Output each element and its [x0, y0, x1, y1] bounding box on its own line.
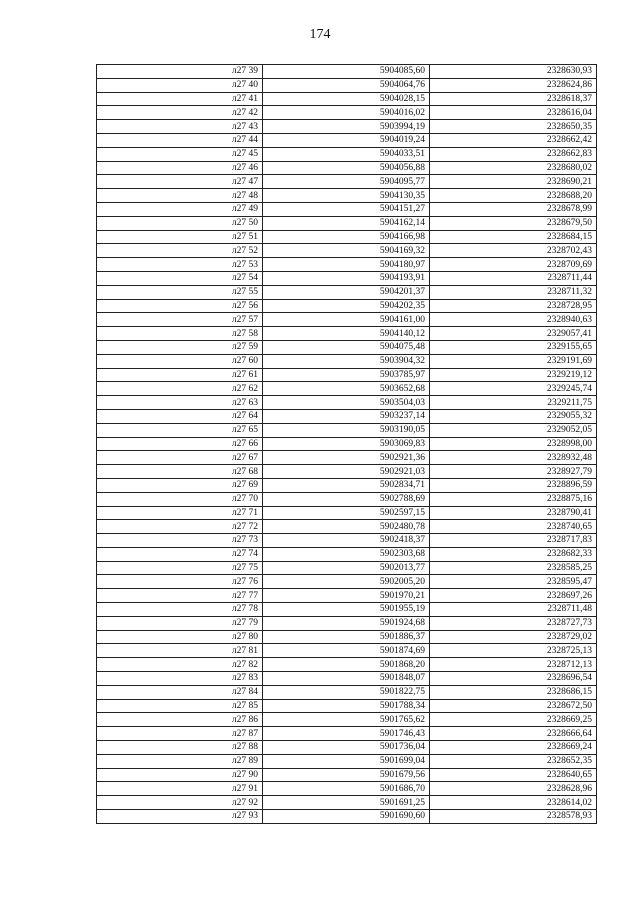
x-coordinate-cell: 5902480,78: [263, 520, 430, 534]
table-row: [97, 796, 597, 810]
point-name-cell: л27 48: [97, 189, 263, 203]
x-coordinate-cell: 5902834,71: [263, 478, 430, 492]
table-row: [97, 603, 597, 617]
table-row: [97, 754, 597, 768]
table-row: [97, 396, 597, 410]
coordinates-table-body: [97, 65, 597, 824]
table-row: [97, 492, 597, 506]
point-name-cell: л27 84: [97, 685, 263, 699]
point-name-cell: л27 51: [97, 230, 263, 244]
table-row: [97, 630, 597, 644]
point-name-cell: л27 57: [97, 313, 263, 327]
x-coordinate-cell: 5901690,60: [263, 810, 430, 824]
x-coordinate-cell: 5903504,03: [263, 396, 430, 410]
table-row: [97, 782, 597, 796]
point-name-cell: л27 82: [97, 658, 263, 672]
y-coordinate-cell: 2329055,32: [430, 409, 597, 423]
point-name-cell: л27 44: [97, 133, 263, 147]
point-name-cell: л27 73: [97, 534, 263, 548]
point-name-cell: л27 89: [97, 754, 263, 768]
x-coordinate-cell: 5904140,12: [263, 327, 430, 341]
table-row: [97, 478, 597, 492]
point-name-cell: л27 75: [97, 561, 263, 575]
y-coordinate-cell: 2328618,37: [430, 92, 597, 106]
x-coordinate-cell: 5904202,35: [263, 299, 430, 313]
y-coordinate-cell: 2329245,74: [430, 382, 597, 396]
x-coordinate-cell: 5904056,88: [263, 161, 430, 175]
x-coordinate-cell: 5901822,75: [263, 685, 430, 699]
point-name-cell: л27 76: [97, 575, 263, 589]
table-row: [97, 685, 597, 699]
y-coordinate-cell: 2329052,05: [430, 423, 597, 437]
y-coordinate-cell: 2328616,04: [430, 106, 597, 120]
y-coordinate-cell: 2328712,13: [430, 658, 597, 672]
point-name-cell: л27 39: [97, 65, 263, 79]
table-row: [97, 106, 597, 120]
table-row: [97, 534, 597, 548]
y-coordinate-cell: 2328630,93: [430, 65, 597, 79]
point-name-cell: л27 86: [97, 713, 263, 727]
table-row: [97, 65, 597, 79]
table-row: [97, 465, 597, 479]
point-name-cell: л27 46: [97, 161, 263, 175]
x-coordinate-cell: 5903652,68: [263, 382, 430, 396]
x-coordinate-cell: 5904019,24: [263, 133, 430, 147]
table-row: [97, 451, 597, 465]
point-name-cell: л27 47: [97, 175, 263, 189]
table-row: [97, 175, 597, 189]
table-row: [97, 244, 597, 258]
y-coordinate-cell: 2328679,50: [430, 216, 597, 230]
table-row: [97, 189, 597, 203]
x-coordinate-cell: 5904166,98: [263, 230, 430, 244]
table-row: [97, 202, 597, 216]
y-coordinate-cell: 2328927,79: [430, 465, 597, 479]
x-coordinate-cell: 5902418,37: [263, 534, 430, 548]
x-coordinate-cell: 5902921,03: [263, 465, 430, 479]
point-name-cell: л27 53: [97, 258, 263, 272]
y-coordinate-cell: 2328652,35: [430, 754, 597, 768]
y-coordinate-cell: 2328740,65: [430, 520, 597, 534]
x-coordinate-cell: 5904016,02: [263, 106, 430, 120]
y-coordinate-cell: 2328585,25: [430, 561, 597, 575]
table-row: [97, 230, 597, 244]
x-coordinate-cell: 5901765,62: [263, 713, 430, 727]
table-row: [97, 520, 597, 534]
x-coordinate-cell: 5904193,91: [263, 271, 430, 285]
x-coordinate-cell: 5904130,35: [263, 189, 430, 203]
point-name-cell: л27 68: [97, 465, 263, 479]
x-coordinate-cell: 5901788,34: [263, 699, 430, 713]
page-number: 174: [309, 27, 331, 42]
y-coordinate-cell: 2328614,02: [430, 796, 597, 810]
point-name-cell: л27 42: [97, 106, 263, 120]
table-row: [97, 810, 597, 824]
table-row: [97, 768, 597, 782]
x-coordinate-cell: 5901691,25: [263, 796, 430, 810]
y-coordinate-cell: 2328932,48: [430, 451, 597, 465]
y-coordinate-cell: 2328628,96: [430, 782, 597, 796]
point-name-cell: л27 55: [97, 285, 263, 299]
y-coordinate-cell: 2329219,12: [430, 368, 597, 382]
point-name-cell: л27 91: [97, 782, 263, 796]
x-coordinate-cell: 5904033,51: [263, 147, 430, 161]
point-name-cell: л27 93: [97, 810, 263, 824]
y-coordinate-cell: 2328684,15: [430, 230, 597, 244]
point-name-cell: л27 74: [97, 547, 263, 561]
y-coordinate-cell: 2328727,73: [430, 616, 597, 630]
point-name-cell: л27 41: [97, 92, 263, 106]
y-coordinate-cell: 2328682,33: [430, 547, 597, 561]
point-name-cell: л27 59: [97, 340, 263, 354]
x-coordinate-cell: 5904028,15: [263, 92, 430, 106]
y-coordinate-cell: 2328711,48: [430, 603, 597, 617]
point-name-cell: л27 69: [97, 478, 263, 492]
table-row: [97, 561, 597, 575]
x-coordinate-cell: 5902303,68: [263, 547, 430, 561]
table-row: [97, 147, 597, 161]
table-row: [97, 78, 597, 92]
x-coordinate-cell: 5902597,15: [263, 506, 430, 520]
table-row: [97, 354, 597, 368]
point-name-cell: л27 49: [97, 202, 263, 216]
x-coordinate-cell: 5904085,60: [263, 65, 430, 79]
y-coordinate-cell: 2328669,24: [430, 741, 597, 755]
y-coordinate-cell: 2328709,69: [430, 258, 597, 272]
point-name-cell: л27 61: [97, 368, 263, 382]
y-coordinate-cell: 2328678,99: [430, 202, 597, 216]
x-coordinate-cell: 5903994,19: [263, 120, 430, 134]
point-name-cell: л27 83: [97, 672, 263, 686]
table-row: [97, 313, 597, 327]
y-coordinate-cell: 2328672,50: [430, 699, 597, 713]
coordinates-table: [96, 64, 597, 824]
table-row: [97, 368, 597, 382]
y-coordinate-cell: 2329155,65: [430, 340, 597, 354]
point-name-cell: л27 72: [97, 520, 263, 534]
y-coordinate-cell: 2328662,42: [430, 133, 597, 147]
y-coordinate-cell: 2328669,25: [430, 713, 597, 727]
y-coordinate-cell: 2329211,75: [430, 396, 597, 410]
point-name-cell: л27 56: [97, 299, 263, 313]
x-coordinate-cell: 5904161,00: [263, 313, 430, 327]
point-name-cell: л27 43: [97, 120, 263, 134]
x-coordinate-cell: 5904095,77: [263, 175, 430, 189]
y-coordinate-cell: 2328697,26: [430, 589, 597, 603]
point-name-cell: л27 67: [97, 451, 263, 465]
x-coordinate-cell: 5903904,32: [263, 354, 430, 368]
point-name-cell: л27 88: [97, 741, 263, 755]
x-coordinate-cell: 5904162,14: [263, 216, 430, 230]
table-row: [97, 327, 597, 341]
point-name-cell: л27 58: [97, 327, 263, 341]
table-row: [97, 727, 597, 741]
y-coordinate-cell: 2328624,86: [430, 78, 597, 92]
table-row: [97, 437, 597, 451]
y-coordinate-cell: 2328940,63: [430, 313, 597, 327]
point-name-cell: л27 85: [97, 699, 263, 713]
table-row: [97, 699, 597, 713]
x-coordinate-cell: 5901679,56: [263, 768, 430, 782]
table-row: [97, 589, 597, 603]
point-name-cell: л27 65: [97, 423, 263, 437]
point-name-cell: л27 70: [97, 492, 263, 506]
y-coordinate-cell: 2328690,21: [430, 175, 597, 189]
table-row: [97, 120, 597, 134]
x-coordinate-cell: 5904180,97: [263, 258, 430, 272]
x-coordinate-cell: 5903190,05: [263, 423, 430, 437]
y-coordinate-cell: 2328578,93: [430, 810, 597, 824]
x-coordinate-cell: 5904151,27: [263, 202, 430, 216]
y-coordinate-cell: 2328711,32: [430, 285, 597, 299]
x-coordinate-cell: 5901924,68: [263, 616, 430, 630]
point-name-cell: л27 54: [97, 271, 263, 285]
y-coordinate-cell: 2328728,95: [430, 299, 597, 313]
table-row: [97, 423, 597, 437]
table-row: [97, 506, 597, 520]
table-row: [97, 713, 597, 727]
point-name-cell: л27 77: [97, 589, 263, 603]
x-coordinate-cell: 5901955,19: [263, 603, 430, 617]
table-row: [97, 161, 597, 175]
x-coordinate-cell: 5901699,04: [263, 754, 430, 768]
table-row: [97, 547, 597, 561]
y-coordinate-cell: 2328666,64: [430, 727, 597, 741]
x-coordinate-cell: 5901736,04: [263, 741, 430, 755]
table-row: [97, 271, 597, 285]
point-name-cell: л27 45: [97, 147, 263, 161]
y-coordinate-cell: 2328725,13: [430, 644, 597, 658]
x-coordinate-cell: 5901848,07: [263, 672, 430, 686]
x-coordinate-cell: 5904169,32: [263, 244, 430, 258]
y-coordinate-cell: 2328686,15: [430, 685, 597, 699]
x-coordinate-cell: 5901970,21: [263, 589, 430, 603]
y-coordinate-cell: 2328595,47: [430, 575, 597, 589]
x-coordinate-cell: 5901874,69: [263, 644, 430, 658]
y-coordinate-cell: 2328696,54: [430, 672, 597, 686]
point-name-cell: л27 87: [97, 727, 263, 741]
table-row: [97, 299, 597, 313]
x-coordinate-cell: 5902788,69: [263, 492, 430, 506]
table-row: [97, 258, 597, 272]
table-row: [97, 672, 597, 686]
point-name-cell: л27 78: [97, 603, 263, 617]
y-coordinate-cell: 2329191,69: [430, 354, 597, 368]
y-coordinate-cell: 2328702,43: [430, 244, 597, 258]
y-coordinate-cell: 2328680,02: [430, 161, 597, 175]
point-name-cell: л27 64: [97, 409, 263, 423]
y-coordinate-cell: 2328717,83: [430, 534, 597, 548]
table-row: [97, 616, 597, 630]
y-coordinate-cell: 2328790,41: [430, 506, 597, 520]
point-name-cell: л27 81: [97, 644, 263, 658]
table-row: [97, 133, 597, 147]
point-name-cell: л27 80: [97, 630, 263, 644]
x-coordinate-cell: 5903785,97: [263, 368, 430, 382]
table-row: [97, 741, 597, 755]
point-name-cell: л27 62: [97, 382, 263, 396]
y-coordinate-cell: 2329057,41: [430, 327, 597, 341]
x-coordinate-cell: 5901686,70: [263, 782, 430, 796]
x-coordinate-cell: 5902005,20: [263, 575, 430, 589]
point-name-cell: л27 71: [97, 506, 263, 520]
x-coordinate-cell: 5902013,77: [263, 561, 430, 575]
x-coordinate-cell: 5904201,37: [263, 285, 430, 299]
y-coordinate-cell: 2328640,65: [430, 768, 597, 782]
y-coordinate-cell: 2328711,44: [430, 271, 597, 285]
x-coordinate-cell: 5903069,83: [263, 437, 430, 451]
point-name-cell: л27 92: [97, 796, 263, 810]
point-name-cell: л27 40: [97, 78, 263, 92]
point-name-cell: л27 60: [97, 354, 263, 368]
table-row: [97, 216, 597, 230]
table-row: [97, 340, 597, 354]
x-coordinate-cell: 5904064,76: [263, 78, 430, 92]
y-coordinate-cell: 2328998,00: [430, 437, 597, 451]
point-name-cell: л27 52: [97, 244, 263, 258]
point-name-cell: л27 90: [97, 768, 263, 782]
point-name-cell: л27 66: [97, 437, 263, 451]
point-name-cell: л27 79: [97, 616, 263, 630]
point-name-cell: л27 50: [97, 216, 263, 230]
table-row: [97, 92, 597, 106]
table-row: [97, 382, 597, 396]
table-row: [97, 658, 597, 672]
y-coordinate-cell: 2328688,20: [430, 189, 597, 203]
y-coordinate-cell: 2328650,35: [430, 120, 597, 134]
x-coordinate-cell: 5901868,20: [263, 658, 430, 672]
y-coordinate-cell: 2328875,16: [430, 492, 597, 506]
table-row: [97, 644, 597, 658]
table-row: [97, 575, 597, 589]
y-coordinate-cell: 2328729,02: [430, 630, 597, 644]
table-row: [97, 285, 597, 299]
x-coordinate-cell: 5902921,36: [263, 451, 430, 465]
y-coordinate-cell: 2328662,83: [430, 147, 597, 161]
x-coordinate-cell: 5901886,37: [263, 630, 430, 644]
x-coordinate-cell: 5904075,48: [263, 340, 430, 354]
point-name-cell: л27 63: [97, 396, 263, 410]
y-coordinate-cell: 2328896,59: [430, 478, 597, 492]
table-row: [97, 409, 597, 423]
x-coordinate-cell: 5903237,14: [263, 409, 430, 423]
x-coordinate-cell: 5901746,43: [263, 727, 430, 741]
